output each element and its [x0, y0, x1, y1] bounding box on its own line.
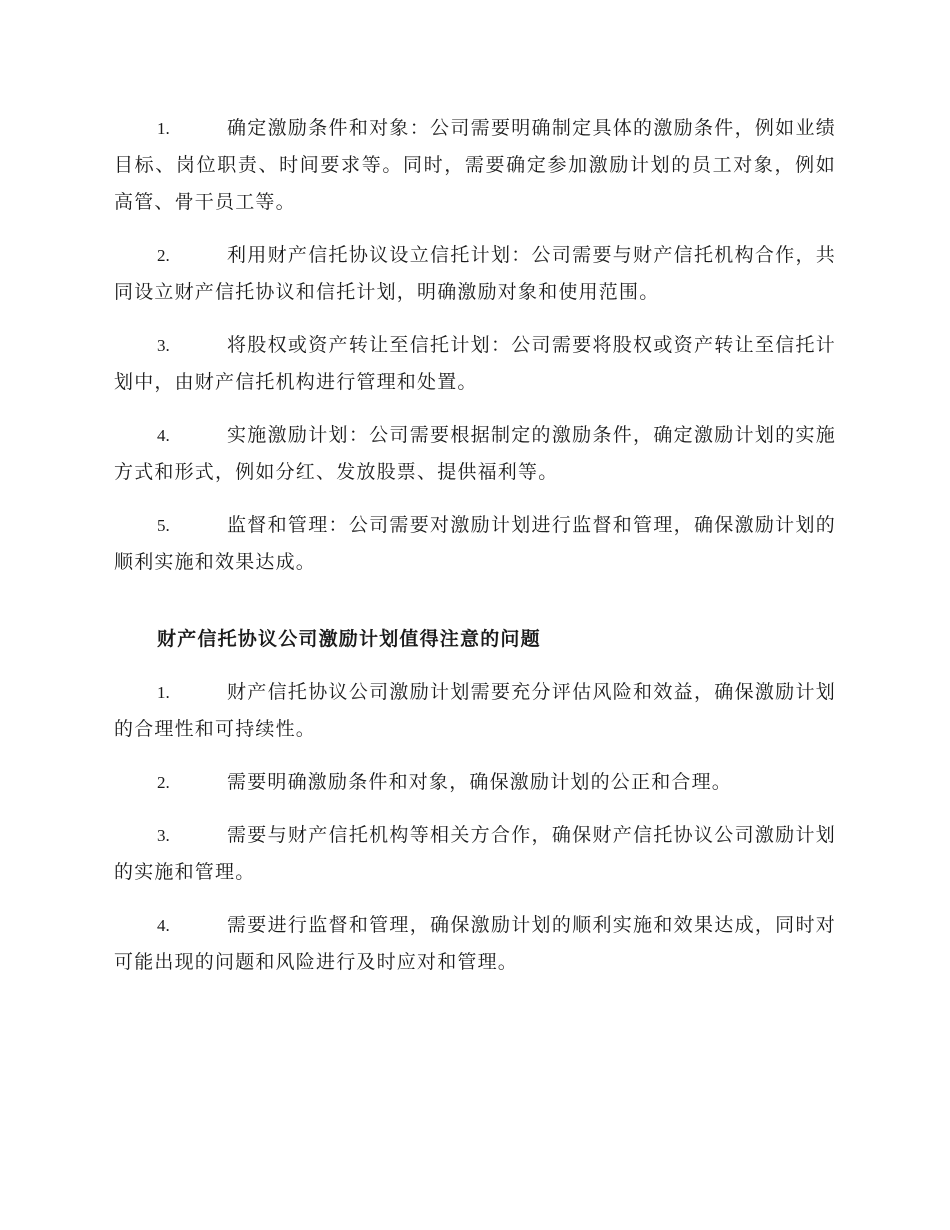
list-item — [114, 764, 836, 801]
item-text: 财产信托协议公司激励计划需要充分评估风险和效益，确保激励计划的合理性和可持续性。 — [114, 681, 836, 740]
steps-list — [114, 110, 836, 597]
item-text: 将股权或资产转让至信托计划：公司需要将股权或资产转让至信托计划中，由财产信托机构进行管理和处置。 — [114, 334, 836, 393]
item-text: 需要与财产信托机构等相关方合作，确保财产信托协议公司激励计划的实施和管理。 — [114, 824, 836, 883]
list-item — [114, 327, 836, 401]
section-heading: 财产信托协议公司激励计划值得注意的问题 — [157, 628, 541, 650]
item-number: 3. — [157, 336, 170, 355]
item-text: 实施激励计划：公司需要根据制定的激励条件，确定激励计划的实施方式和形式，例如分红、发放股票、提供福利等。 — [114, 424, 836, 483]
item-number: 4. — [157, 426, 170, 445]
list-item — [114, 417, 836, 491]
item-number: 5. — [157, 516, 170, 535]
list-item — [114, 907, 836, 981]
list-item — [114, 817, 836, 891]
item-text: 需要进行监督和管理，确保激励计划的顺利实施和效果达成，同时对可能出现的问题和风险进行及时应对和管理。 — [114, 914, 836, 973]
item-text: 利用财产信托协议设立信托计划：公司需要与财产信托机构合作，共同设立财产信托协议和信托计划，明确激励对象和使用范围。 — [114, 244, 836, 303]
item-number: 1. — [157, 119, 170, 138]
item-text: 需要明确激励条件和对象，确保激励计划的公正和合理。 — [227, 771, 733, 793]
item-text: 确定激励条件和对象：公司需要明确制定具体的激励条件，例如业绩目标、岗位职责、时间要求等。同时，需要确定参加激励计划的员工对象，例如高管、骨干员工等。 — [114, 117, 836, 213]
list-item — [114, 237, 836, 311]
list-item — [114, 507, 836, 581]
notes-list — [114, 674, 836, 997]
item-number: 4. — [157, 916, 170, 935]
item-number: 3. — [157, 826, 170, 845]
list-item — [114, 110, 836, 221]
item-text: 监督和管理：公司需要对激励计划进行监督和管理，确保激励计划的顺利实施和效果达成。 — [114, 514, 836, 573]
item-number: 2. — [157, 246, 170, 265]
item-number: 2. — [157, 773, 170, 792]
item-number: 1. — [157, 683, 170, 702]
list-item — [114, 674, 836, 748]
